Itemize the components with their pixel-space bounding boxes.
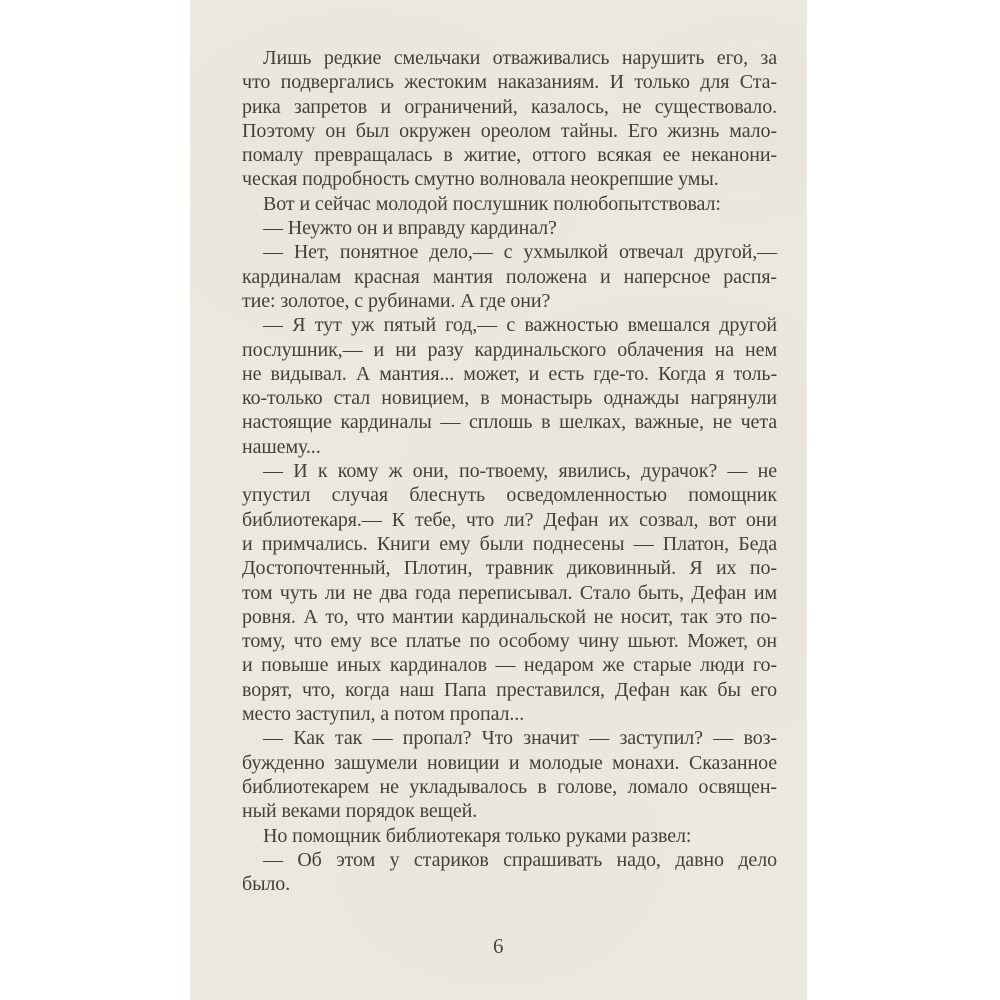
text-line: место заступил, а потом пропал... — [242, 703, 525, 726]
text-line: библиотекаря.— К тебе, что ли? Дефан их созвал, вот они — [242, 508, 777, 531]
text-line: Поэтому он был окружен ореолом тайны. Его жизнь мало- — [242, 119, 777, 142]
text-line: ровня. А то, что мантии кардинальской не носит, так это по- — [242, 605, 777, 628]
text-line: нашему... — [242, 435, 321, 458]
text-line: упустил случая блеснуть осведомленностью помощник — [242, 484, 777, 507]
text-line: помалу превращалась в житие, оттого всякая ее неканони- — [242, 144, 777, 167]
text-line: — Нет, понятное дело,— с ухмылкой отвечал другой,— — [263, 241, 777, 264]
text-line: ворят, что, когда наш Папа преставился, Дефан как бы его — [242, 678, 777, 701]
text-line: Лишь редкие смельчаки отваживались нарушить его, за — [263, 47, 777, 69]
text-line: — Я тут уж пятый год,— с важностью вмешался другой — [263, 314, 777, 337]
text-line: ческая подробность смутно волновала неокрепшие умы. — [242, 168, 719, 191]
text-line: Вот и сейчас молодой послушник полюбопытствовал: — [263, 192, 721, 215]
text-line: тие: золотое, с рубинами. А где они? — [242, 289, 551, 312]
text-line: что подвергались жестоким наказаниям. И только для Ста- — [242, 71, 777, 94]
text-line: настоящие кардиналы — сплошь в шелках, важные, не чета — [242, 411, 777, 434]
text-line: рика запретов и ограничений, казалось, не существовало. — [242, 95, 777, 118]
text-line: Но помощник библиотекаря только руками развел: — [263, 824, 692, 847]
text-line: том чуть ли не два года переписывал. Стало быть, Дефан им — [242, 581, 777, 604]
text-line: кардиналам красная мантия положена и наперсное распя- — [242, 265, 777, 288]
text-block — [242, 46, 777, 896]
text-line: и повыше иных кардиналов — недаром же старые люди го- — [242, 654, 777, 677]
text-line: и примчались. Книги ему были поднесены — Платон, Беда — [242, 532, 777, 555]
book-page — [190, 0, 807, 1000]
text-line: — Неужто он и вправду кардинал? — [263, 217, 557, 240]
text-line: не видывал. А мантия... может, и есть где-то. Когда я толь- — [242, 362, 777, 385]
text-line: бужденно зашумели новиции и молодые монахи. Сказанное — [242, 751, 777, 774]
text-line: библиотекарем не укладывалось в голове, ломало освящен- — [242, 775, 777, 798]
text-line: тому, что ему все платье по особому чину шьют. Может, он — [242, 630, 777, 653]
text-line: было. — [242, 873, 291, 896]
text-line: — Об этом у стариков спрашивать надо, давно дело — [263, 848, 777, 871]
text-line: ный веками порядок вещей. — [242, 800, 478, 823]
text-line: послушник,— и ни разу кардинальского облачения на нем — [242, 338, 777, 361]
text-line: — Как так — пропал? Что значит — заступил? — воз- — [263, 727, 777, 750]
text-line: — И к кому ж они, по-твоему, явились, дурачок? — не — [263, 460, 777, 483]
page-number: 6 — [493, 934, 504, 958]
text-line: Достопочтенный, Плотин, травник диковинный. Я их по- — [242, 557, 777, 580]
text-line: ко-только стал новицием, в монастырь однажды нагрянули — [242, 387, 777, 410]
